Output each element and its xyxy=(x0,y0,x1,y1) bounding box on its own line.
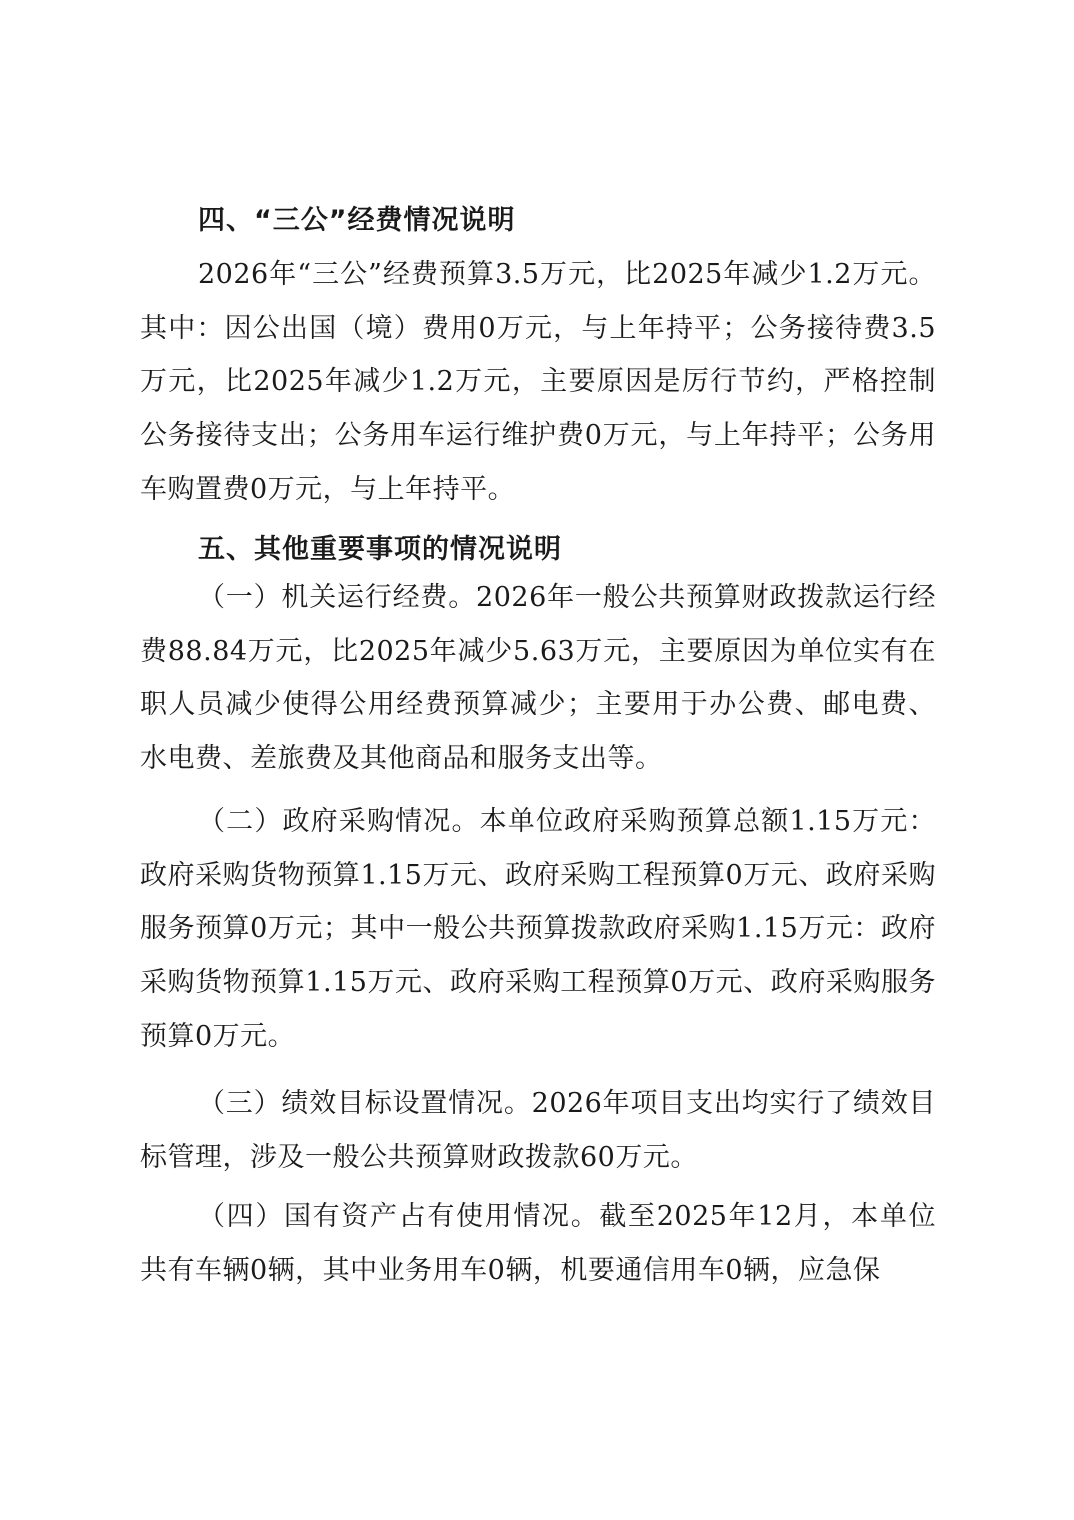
paragraph-state-assets xyxy=(140,1190,936,1297)
item-text: 本单位政府采购预算总额1.15万元：政府采购货物预算1.15万元、政府采购工程预算0万元、政府采购服务预算0万元；其中一般公共预算拨款政府采购1.15万元：政府采购货物预算1.15万元、政府采购工程预算0万元、政府采购服务预算0万元。 xyxy=(140,806,937,1052)
item-text: 2026年一般公共预算财政拨款运行经费88.84万元，比2025年减少5.63万元，主要原因为单位实有在职人员减少使得公用经费预算减少；主要用于办公费、邮电费、水电费、差旅费及其他商品和服务支出等。 xyxy=(140,582,937,775)
paragraph-operating-funds xyxy=(140,571,936,786)
paragraph-sanggong: 2026年“三公”经费预算3.5万元，比2025年减少1.2万元。其中：因公出国（境）费用0万元，与上年持平；公务接待费3.5万元，比2025年减少1.2万元，主要原因是厉行节约，严格控制公务接待支出；公务用车运行维护费0万元，与上年持平；公务用车购置费0万元，与上年持平。 xyxy=(140,259,936,505)
section-heading-sanggong: 四、“三公”经费情况说明 xyxy=(198,205,516,236)
section-heading-other-matters: 五、其他重要事项的情况说明 xyxy=(198,534,562,565)
item-text: 截至2025年12月，本单位共有车辆0辆，其中业务用车0辆，机要通信用车0辆，应急保 xyxy=(140,1201,936,1286)
item-lead: （二）政府采购情况。 xyxy=(198,806,480,837)
item-lead: （四）国有资产占有使用情况。 xyxy=(198,1201,600,1232)
paragraph-government-procurement xyxy=(140,795,936,1064)
item-lead: （三）绩效目标设置情况。 xyxy=(198,1088,532,1119)
paragraph-performance-targets xyxy=(140,1077,936,1184)
item-lead: （一）机关运行经费。 xyxy=(198,582,477,613)
item-text: 2026年项目支出均实行了绩效目标管理，涉及一般公共预算财政拨款60万元。 xyxy=(140,1088,936,1173)
